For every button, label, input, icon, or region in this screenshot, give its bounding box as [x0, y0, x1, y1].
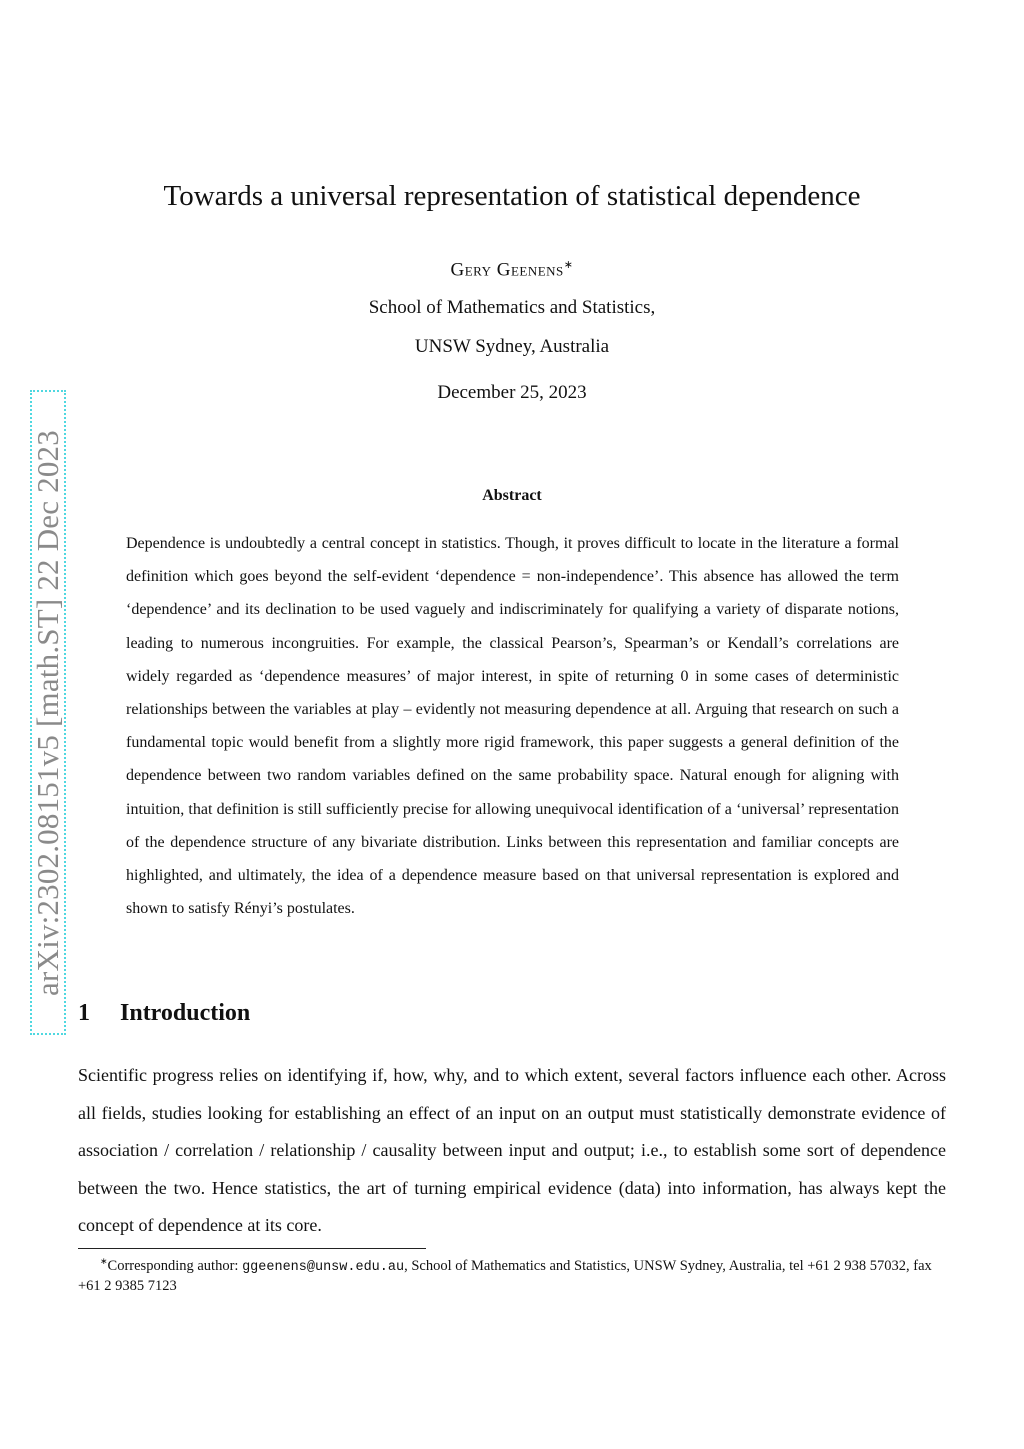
affiliation-line-1: School of Mathematics and Statistics, [368, 297, 656, 318]
footnote-email[interactable]: ggeenens@unsw.edu.au [242, 1259, 405, 1275]
section-heading [78, 1000, 250, 1027]
affiliation-line-2: UNSW Sydney, Australia [414, 336, 610, 357]
footnote-rule [78, 1248, 426, 1249]
abstract-heading: Abstract [482, 487, 542, 504]
section-number: 1 [78, 1000, 90, 1026]
author-line [0, 258, 1024, 281]
section-title: Introduction [120, 1000, 251, 1026]
paper-title: Towards a universal representation of statistical dependence [163, 180, 861, 212]
introduction-paragraph: Scientific progress relies on identifying if, how, why, and to which extent, several factors influence each other. Across all fields, studies looking for establishing an effect of an input on an output must statistically demonstrate evidence of association / correlation / relationship / causality between input and output; i.e., to establish some sort of dependence between the two. Hence statistics, the art of turning empirical evidence (data) into information, has always kept the concept of dependence at its core. [78, 1065, 946, 1235]
arxiv-identifier[interactable]: arXiv:2302.08151v5 [math.ST] 22 Dec 2023 [30, 429, 65, 996]
abstract-text: Dependence is undoubtedly a central concept in statistics. Though, it proves difficult to locate in the literature a formal definition which goes beyond the self-evident ‘dependence = non-independence’. This absence has allowed the term ‘dependence’ and its declination to be used vaguely and indiscriminately for qualifying a variety of disparate notions, leading to numerous incongruities. For example, the classical Pearson’s, Spearman’s or Kendall’s correlations are widely regarded as ‘dependence measures’ of major interest, in spite of returning 0 in some cases of deterministic relationships between the variables at play – evidently not measuring dependence at all. Arguing that research on such a fundamental topic would benefit from a slightly more rigid framework, this paper suggests a general definition of the dependence between two random variables defined on the same probability space. Natural enough for aligning with intuition, that definition is still sufficiently precise for allowing unequivocal identification of a ‘universal’ representation of the dependence structure of any bivariate distribution. Links between this representation and familiar concepts are highlighted, and ultimately, the idea of a dependence measure based on that universal representation is explored and shown to satisfy Rényi’s postulates. [126, 535, 899, 918]
author-name: Gery Geenens [450, 259, 564, 281]
author-footnote-marker: ∗ [563, 259, 574, 271]
footnote-prefix: Corresponding author: [107, 1257, 243, 1274]
footnote-suffix: , School of Mathematics and Statistics, UNSW Sydney, Australia, tel +61 2 938 57032, fax +61 2 9385 7123 [78, 1257, 932, 1294]
footnote-marker: ∗ [100, 1256, 108, 1266]
paper-date: December 25, 2023 [437, 382, 587, 403]
footnote [78, 1252, 946, 1296]
